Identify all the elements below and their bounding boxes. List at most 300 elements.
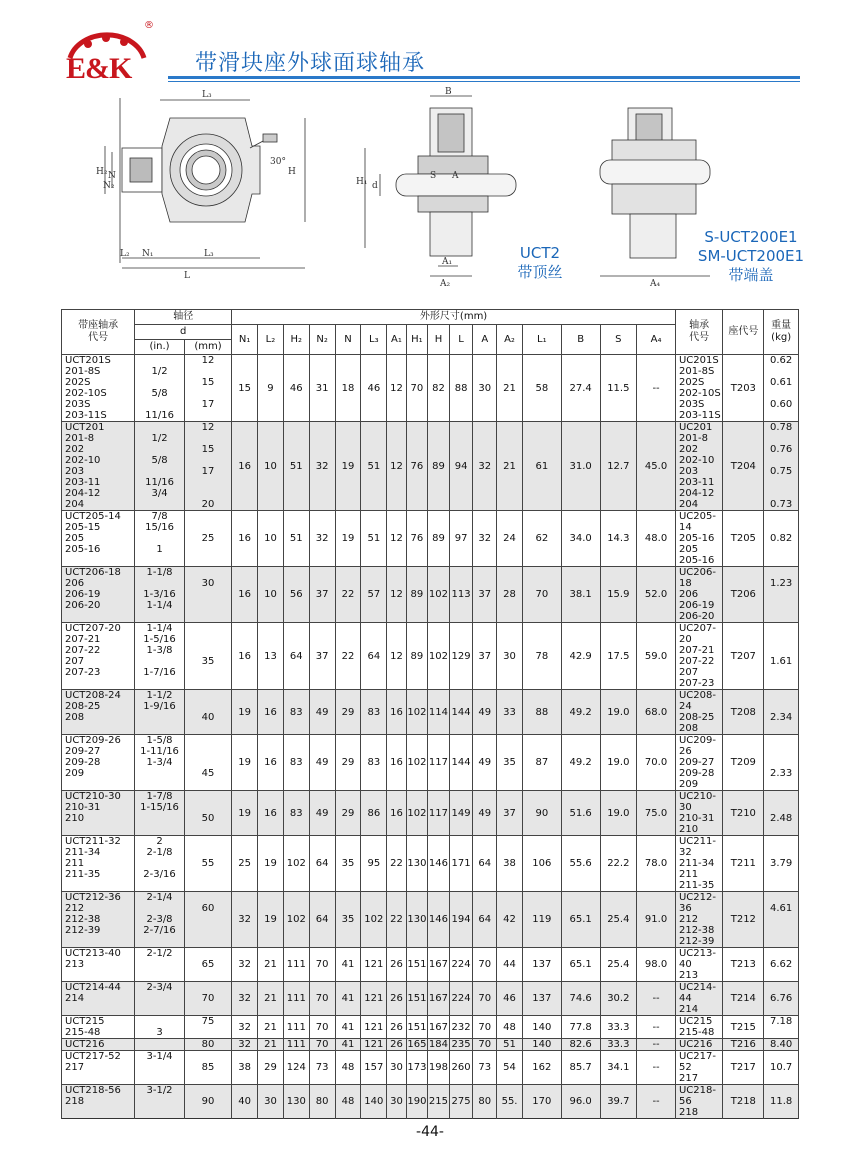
cell-dim: -- (637, 355, 676, 422)
label-a: A (452, 171, 459, 181)
cell-dim: 32 (309, 422, 335, 511)
label-a1: A₁ (442, 257, 453, 267)
cell-dim: 70 (309, 948, 335, 982)
cell-dim: 32 (232, 948, 258, 982)
cell-weight: 1.23 (764, 567, 799, 623)
cell-dim: 55.6 (561, 836, 600, 892)
header-a4: A₄ (637, 325, 676, 355)
cell-dim: 73 (309, 1051, 335, 1085)
table-row (62, 1016, 799, 1039)
cell-dim: 162 (522, 1051, 561, 1085)
cell-inch: 1-1/2 1-9/16 (135, 690, 185, 735)
cell-dim: 51 (283, 422, 309, 511)
cell-bearing-code: UC215 215-48 (675, 1016, 722, 1039)
cell-dim: 26 (387, 948, 406, 982)
cell-dim: 39.7 (600, 1085, 637, 1119)
label-angle: 30° (270, 157, 286, 167)
cell-seat: T213 (723, 948, 764, 982)
cell-dim: 51 (361, 511, 387, 567)
cell-dim: 151 (406, 948, 428, 982)
cell-dim: 29 (335, 735, 361, 791)
page-number: -44- (416, 1124, 444, 1140)
table-row (62, 791, 799, 836)
cell-dim: 83 (361, 690, 387, 735)
cell-dim: 88 (522, 690, 561, 735)
cell-dim: 26 (387, 982, 406, 1016)
cell-dim: 12 (387, 511, 406, 567)
cell-mm: 75 (184, 1016, 231, 1039)
cell-seat: T216 (723, 1039, 764, 1051)
cell-dim: 184 (428, 1039, 448, 1050)
header-a2: A₂ (497, 325, 523, 355)
cell-dim: 58 (522, 355, 561, 422)
header-mm: (mm) (184, 340, 231, 355)
cell-dim: 12 (387, 567, 406, 623)
cell-weight: 8.40 (764, 1039, 799, 1051)
cell-dim: 41 (335, 982, 361, 1016)
cell-housing-code: UCT207-20 207-21 207-22 207 207-23 (62, 623, 135, 690)
cell-dim: 16 (232, 422, 258, 511)
cell-dim: 12 (387, 355, 406, 422)
cell-dim: 111 (283, 1039, 309, 1051)
cell-dim: 32 (473, 511, 497, 567)
cell-dim: 88 (449, 355, 473, 422)
cell-dim: 59.0 (637, 623, 676, 690)
cell-dim: 16 (387, 735, 406, 791)
cell-dim: 21 (497, 355, 523, 422)
cell-dim: 38 (232, 1051, 258, 1085)
cell-dim: 83 (283, 735, 309, 791)
cell-dim: 102 (428, 567, 450, 623)
cell-dim: 37 (473, 567, 497, 623)
cell-dim: 9 (258, 355, 284, 422)
cell-dim: 35 (497, 735, 523, 791)
cell-dim: 117 (428, 791, 450, 836)
cell-dim: 18 (335, 355, 361, 422)
table-row (62, 422, 799, 511)
cell-dim: 215 (428, 1085, 450, 1119)
cell-dim: 260 (449, 1051, 473, 1085)
label-l: L (184, 271, 190, 281)
cell-dim: 121 (361, 982, 387, 1016)
cell-housing-code: UCT201S 201-8S 202S 202-10S 203S 203-11S (62, 355, 135, 422)
label-a2: A₂ (440, 279, 451, 289)
cell-dim: 30 (258, 1085, 284, 1119)
cell-dim: 12 (387, 422, 406, 511)
cell-dim: 56 (283, 567, 309, 623)
cell-housing-code: UCT205-14 205-15 205 205-16 (62, 511, 135, 567)
cell-dim: 32 (232, 1016, 258, 1039)
label-h: H (288, 167, 296, 177)
caption-s-uct (692, 228, 810, 285)
cell-dim: 117 (428, 735, 450, 791)
cell-dim: 102 (283, 836, 309, 892)
label-a4: A₄ (650, 279, 661, 289)
cell-dim: 40 (232, 1085, 258, 1119)
cell-dim: 19 (232, 690, 258, 735)
header-s: S (600, 325, 637, 355)
cell-dim: 121 (361, 1039, 387, 1051)
cell-bearing-code: UC201 201-8 202 202-10 203 203-11 204-12 204 (675, 422, 722, 511)
cell-inch: 2 2-1/8 2-3/16 (135, 836, 185, 892)
cell-bearing-code: UC210-30 210-31 210 (675, 791, 722, 836)
cell-dim: 82 (428, 355, 450, 422)
header-n2: N₂ (309, 325, 335, 355)
cell-bearing-code: UC211-32 211-34 211 211-35 (675, 836, 722, 892)
caption-uct2-model: UCT2 (519, 244, 561, 262)
cell-dim: 74.6 (561, 982, 600, 1016)
header-shaft: 轴径 (135, 310, 232, 325)
cell-housing-code: UCT206-18 206 206-19 206-20 (62, 567, 135, 623)
cell-housing-code: UCT201 201-8 202 202-10 203 203-11 204-12 204 (62, 422, 135, 511)
cell-dim: 102 (406, 690, 428, 735)
cell-dim: 49.2 (561, 690, 600, 735)
cell-weight: 2.48 (764, 791, 799, 836)
cell-inch: 1-7/8 1-15/16 (135, 791, 185, 836)
cell-dim: 16 (387, 690, 406, 735)
cell-mm: 65 (184, 948, 231, 982)
cell-dim: 114 (428, 690, 450, 735)
cell-dim: 38.1 (561, 567, 600, 623)
cell-dim: 170 (522, 1085, 561, 1119)
cell-dim: 70 (473, 948, 497, 982)
cell-dim: 149 (449, 791, 473, 836)
cell-dim: 49 (473, 735, 497, 791)
cell-inch: 3-1/4 (135, 1051, 185, 1085)
table-row (62, 623, 799, 690)
cell-dim: 76 (406, 511, 428, 567)
cell-dim: 10 (258, 422, 284, 511)
cell-housing-code: UCT217-52 217 (62, 1051, 135, 1085)
cell-dim: 70 (473, 982, 497, 1016)
cell-mm: 12 15 17 20 (184, 422, 231, 511)
cell-bearing-code: UC218-56 218 (675, 1085, 722, 1119)
cell-dim: 70 (309, 1039, 335, 1051)
cell-dim: 37 (473, 623, 497, 690)
cell-bearing-code: UC214-44 214 (675, 982, 722, 1016)
cell-bearing-code: UC216 (675, 1039, 722, 1051)
cell-dim: 49 (309, 735, 335, 791)
cell-dim: 22.2 (600, 836, 637, 892)
cell-weight: 4.61 (764, 892, 799, 948)
header-l2: L₂ (258, 325, 284, 355)
cell-dim: 37 (309, 623, 335, 690)
cell-inch: 1-1/4 1-5/16 1-3/8 1-7/16 (135, 623, 185, 690)
header-weight: 重量 (kg) (764, 310, 799, 355)
cell-dim: 90 (522, 791, 561, 836)
cell-dim: 19.0 (600, 735, 637, 791)
cell-mm: 85 (184, 1051, 231, 1085)
cell-dim: 102 (406, 791, 428, 836)
cell-dim: 70 (309, 1016, 335, 1039)
cell-dim: 48 (335, 1085, 361, 1119)
cell-dim: 95 (361, 836, 387, 892)
cell-dim: 25 (232, 836, 258, 892)
cell-dim: 140 (522, 1016, 561, 1039)
cell-dim: 21 (497, 422, 523, 511)
cell-dim: 22 (387, 836, 406, 892)
cell-dim: 130 (406, 892, 428, 948)
cell-dim: 31 (309, 355, 335, 422)
header-dims: 外形尺寸(mm) (232, 310, 676, 325)
cell-dim: 89 (428, 422, 450, 511)
cell-housing-code: UCT214-44 214 (62, 982, 135, 1016)
spec-table-body (62, 355, 799, 1119)
cell-dim: 77.8 (561, 1016, 600, 1039)
header-a: A (473, 325, 497, 355)
cell-dim: 19 (232, 735, 258, 791)
brand-name: E&K (66, 52, 132, 85)
cell-dim: 232 (449, 1016, 473, 1039)
cell-weight: 6.76 (764, 982, 799, 1016)
cell-weight: 6.62 (764, 948, 799, 982)
cell-dim: 144 (449, 690, 473, 735)
cell-dim: 19.0 (600, 690, 637, 735)
cell-weight: 1.61 (764, 623, 799, 690)
cell-dim: 54 (497, 1051, 523, 1085)
cell-dim: 21 (258, 1016, 284, 1039)
cell-dim: -- (637, 982, 676, 1016)
cell-dim: 29 (335, 791, 361, 836)
cell-dim: -- (637, 1016, 676, 1039)
title-rule-thin (168, 81, 800, 82)
cell-dim: 167 (428, 948, 450, 982)
cell-dim: 19 (258, 836, 284, 892)
cell-weight: 3.79 (764, 836, 799, 892)
cell-dim: 73 (473, 1051, 497, 1085)
cell-dim: 137 (522, 982, 561, 1016)
cell-dim: 119 (522, 892, 561, 948)
cell-housing-code: UCT218-56 218 (62, 1085, 135, 1119)
cell-dim: 113 (449, 567, 473, 623)
cell-dim: 121 (361, 948, 387, 982)
cell-dim: 27.4 (561, 355, 600, 422)
cell-dim: 16 (232, 511, 258, 567)
label-n: N (108, 171, 116, 181)
cell-dim: -- (637, 1051, 676, 1085)
cell-inch: 7/8 15/16 1 (135, 511, 185, 567)
cell-dim: 102 (428, 623, 450, 690)
cell-dim: 167 (428, 1016, 450, 1039)
cell-inch: 1/2 5/8 11/16 3/4 (135, 422, 185, 511)
cell-weight: 7.18 (764, 1016, 799, 1039)
cell-housing-code: UCT213-40 213 (62, 948, 135, 982)
cell-dim: 57 (361, 567, 387, 623)
cell-dim: 15.9 (600, 567, 637, 623)
cell-dim: 38 (497, 836, 523, 892)
cell-mm: 12 15 17 (184, 355, 231, 422)
cell-seat: T203 (723, 355, 764, 422)
cell-dim: 64 (309, 892, 335, 948)
cell-bearing-code: UC212-36 212 212-38 212-39 (675, 892, 722, 948)
label-l3: L₃ (202, 90, 212, 100)
cell-dim: 21 (258, 1039, 284, 1051)
cell-dim: 44 (497, 948, 523, 982)
header-b: B (561, 325, 600, 355)
cell-inch: 1/2 5/8 11/16 (135, 355, 185, 422)
cell-dim: 146 (428, 892, 450, 948)
cell-dim: 49 (473, 791, 497, 836)
cell-dim: 32 (473, 422, 497, 511)
cell-weight: 2.33 (764, 735, 799, 791)
cell-seat: T212 (723, 892, 764, 948)
cell-dim: 82.6 (561, 1039, 600, 1051)
cell-inch: 3-1/2 (135, 1085, 185, 1119)
cell-dim: 224 (449, 948, 473, 982)
cell-dim: 37 (497, 791, 523, 836)
label-b: B (445, 87, 452, 97)
cell-dim: 224 (449, 982, 473, 1016)
cell-dim: 48 (497, 1016, 523, 1039)
cell-dim: 64 (473, 836, 497, 892)
cell-dim: 42 (497, 892, 523, 948)
cell-dim: 171 (449, 836, 473, 892)
table-row (62, 982, 799, 1016)
cell-dim: 34.1 (600, 1051, 637, 1085)
header-h2: H₂ (283, 325, 309, 355)
cell-dim: 65.1 (561, 948, 600, 982)
cell-dim: 167 (428, 982, 450, 1016)
label-l2: L₂ (120, 249, 130, 259)
cell-dim: 35 (335, 892, 361, 948)
cell-weight: 11.8 (764, 1085, 799, 1119)
cell-housing-code: UCT210-30 210-31 210 (62, 791, 135, 836)
cell-dim: 106 (522, 836, 561, 892)
cell-dim: 16 (232, 623, 258, 690)
cell-dim: 83 (283, 690, 309, 735)
cell-dim: 49 (309, 791, 335, 836)
cell-dim: 12 (387, 623, 406, 690)
cell-bearing-code: UC217-52 217 (675, 1051, 722, 1085)
cell-inch: 3 (135, 1016, 185, 1039)
cell-dim: 33 (497, 690, 523, 735)
cell-dim: 19 (335, 511, 361, 567)
cell-dim: 48 (335, 1051, 361, 1085)
cell-dim: 76 (406, 422, 428, 511)
cell-housing-code: UCT209-26 209-27 209-28 209 (62, 735, 135, 791)
side-view-drawing (365, 96, 516, 276)
label-d: d (372, 181, 378, 191)
cell-dim: 70 (473, 1016, 497, 1039)
cell-dim: 173 (406, 1051, 428, 1085)
cell-dim: 30 (387, 1085, 406, 1119)
header-bearing-code: 轴承 代号 (675, 310, 722, 355)
cell-dim: 16 (258, 735, 284, 791)
cell-dim: 102 (406, 735, 428, 791)
cell-dim: 91.0 (637, 892, 676, 948)
cell-mm: 60 (184, 892, 231, 948)
header-seat: 座代号 (723, 310, 764, 355)
cell-dim: 15 (232, 355, 258, 422)
cell-bearing-code: UC207-20 207-21 207-22 207 207-23 (675, 623, 722, 690)
cell-dim: 28 (497, 567, 523, 623)
cell-dim: 78 (522, 623, 561, 690)
cell-dim: 41 (335, 948, 361, 982)
label-s: S (430, 171, 437, 181)
table-row (62, 892, 799, 948)
cell-dim: 41 (335, 1039, 361, 1051)
cell-dim: 29 (258, 1051, 284, 1085)
cell-dim: 22 (387, 892, 406, 948)
cell-housing-code: UCT212-36 212 212-38 212-39 (62, 892, 135, 948)
cell-dim: 70 (309, 982, 335, 1016)
cell-dim: 85.7 (561, 1051, 600, 1085)
cell-dim: 194 (449, 892, 473, 948)
cell-housing-code: UCT216 (62, 1039, 135, 1051)
cell-housing-code: UCT211-32 211-34 211 211-35 (62, 836, 135, 892)
cell-dim: 96.0 (561, 1085, 600, 1119)
cell-dim: 30 (497, 623, 523, 690)
cell-bearing-code: UC209-26 209-27 209-28 209 (675, 735, 722, 791)
cell-dim: 29 (335, 690, 361, 735)
table-row (62, 567, 799, 623)
cell-dim: 124 (283, 1051, 309, 1085)
table-row (62, 735, 799, 791)
cell-seat: T215 (723, 1016, 764, 1039)
caption-uct2-desc: 带顶丝 (517, 263, 563, 281)
cell-dim: 121 (361, 1016, 387, 1039)
header-inch: (in.) (135, 340, 185, 355)
cell-mm: 90 (184, 1085, 231, 1119)
cell-dim: 98.0 (637, 948, 676, 982)
label-l3-bottom: L₃ (204, 249, 214, 259)
cell-housing-code: UCT215 215-48 (62, 1016, 135, 1039)
cell-dim: 89 (406, 567, 428, 623)
cell-dim: 21 (258, 982, 284, 1016)
cell-dim: 83 (283, 791, 309, 836)
cell-dim: 16 (258, 690, 284, 735)
cell-dim: 33.3 (600, 1016, 637, 1039)
cell-dim: 19 (335, 422, 361, 511)
cell-dim: 51 (497, 1039, 523, 1051)
front-view-drawing (105, 98, 305, 268)
cell-dim: 46 (361, 355, 387, 422)
cell-seat: T204 (723, 422, 764, 511)
cell-dim: 89 (428, 511, 450, 567)
cell-dim: 31.0 (561, 422, 600, 511)
cell-seat: T206 (723, 567, 764, 623)
cell-mm: 25 (184, 511, 231, 567)
table-row (62, 690, 799, 735)
cell-dim: 22 (335, 567, 361, 623)
label-h1: H₁ (356, 177, 368, 187)
cell-seat: T217 (723, 1051, 764, 1085)
cell-mm: 70 (184, 982, 231, 1016)
cell-dim: 68.0 (637, 690, 676, 735)
cell-dim: 32 (232, 1039, 258, 1051)
cell-seat: T208 (723, 690, 764, 735)
cell-dim: 19 (232, 791, 258, 836)
page-title: 带滑块座外球面球轴承 (195, 51, 426, 76)
cell-dim: 80 (473, 1085, 497, 1119)
cell-dim: 94 (449, 422, 473, 511)
cell-dim: 48.0 (637, 511, 676, 567)
header-l3: L₃ (361, 325, 387, 355)
header-d: d (135, 325, 232, 340)
cell-dim: 165 (407, 1039, 427, 1050)
cell-mm: 45 (184, 735, 231, 791)
cell-dim: 49 (309, 690, 335, 735)
cell-dim: 10 (258, 511, 284, 567)
cell-dim: 42.9 (561, 623, 600, 690)
cell-dim: 70 (473, 1039, 497, 1051)
cell-bearing-code: UC201S 201-8S 202S 202-10S 203S 203-11S (675, 355, 722, 422)
cell-inch: 1-5/8 1-11/16 1-3/4 (135, 735, 185, 791)
cell-bearing-code: UC206-18 206 206-19 206-20 (675, 567, 722, 623)
cell-inch: 2-1/2 (135, 948, 185, 982)
cell-seat: T218 (723, 1085, 764, 1119)
cell-dim: 25.4 (600, 892, 637, 948)
